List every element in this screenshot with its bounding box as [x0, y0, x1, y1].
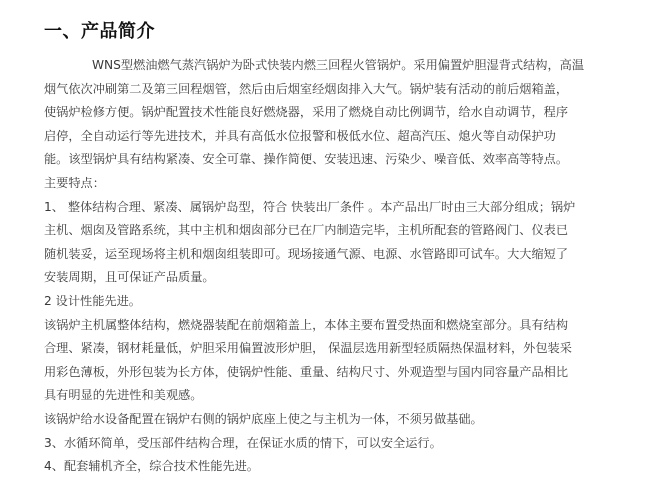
- paragraph-line: 安装周期，且可保证产品质量。: [44, 270, 215, 285]
- paragraph-line: 随机装妥，运至现场将主机和烟囱组装即可。现场接通气源、电源、水管路即可试车。大大缩短了: [44, 246, 569, 261]
- paragraph-line: 使锅炉检修方便。锅炉配置技术性能良好燃烧器，采用了燃烧自动比例调节，给水自动调节，程序: [44, 105, 569, 120]
- paragraph-line: 烟气依次冲刷第二及第三回程烟管，然后由后烟室经烟囱排入大气。锅炉装有活动的前后烟箱盖，: [44, 81, 569, 96]
- section-title: 一、产品简介: [44, 21, 155, 42]
- paragraph-line: WNS型燃油燃气蒸汽锅炉为卧式快装内燃三回程火管锅炉。采用偏置炉胆湿背式结构，高温: [92, 58, 585, 72]
- feature-item-4: 4、配套辅机齐全，综合技术性能先进。: [44, 459, 259, 474]
- paragraph-line: 该锅炉主机属整体结构，燃烧器装配在前烟箱盖上，本体主要布置受热面和燃烧室部分。具有结构: [44, 317, 569, 332]
- paragraph-line: 主机、烟囱及管路系统，其中主机和烟囱部分已在厂内制造完毕，主机所配套的管路阀门、仪表已: [44, 223, 569, 238]
- paragraph-line: 具有明显的先进性和美观感。: [44, 388, 203, 403]
- paragraph-line: 该锅炉给水设备配置在锅炉右侧的锅炉底座上使之与主机为一体，不须另做基础。: [44, 411, 483, 426]
- paragraph-line: 能。该型锅炉具有结构紧凑、安全可靠、操作简便、安装迅速、污染少、噪音低、效率高等特点。: [44, 152, 569, 167]
- feature-item-1: 1、 整体结构合理、紧凑、属锅炉岛型，符合 快装出厂条件 。本产品出厂时由三大部分组成；锅炉: [44, 199, 576, 214]
- paragraph-line: 启停，全自动运行等先进技术，并具有高低水位报警和极低水位、超高汽压、熄火等自动保护功: [44, 128, 556, 143]
- feature-item-3: 3、水循环简单，受压部件结构合理，在保证水质的情下，可以安全运行。: [44, 435, 442, 450]
- paragraph-line: 用彩色薄板，外形包装为长方体，使锅炉性能、重量、结构尺寸、外观造型与国内同容量产品相比: [44, 364, 569, 379]
- paragraph-line: 合理、紧凑，钢材耗量低，炉胆采用偏置波形炉胆， 保温层选用新型轻质隔热保温材料，外包装采: [44, 341, 572, 356]
- features-heading: 主要特点：: [44, 175, 105, 190]
- document-body: [44, 54, 635, 479]
- feature-item-2: 2 设计性能先进。: [44, 293, 141, 308]
